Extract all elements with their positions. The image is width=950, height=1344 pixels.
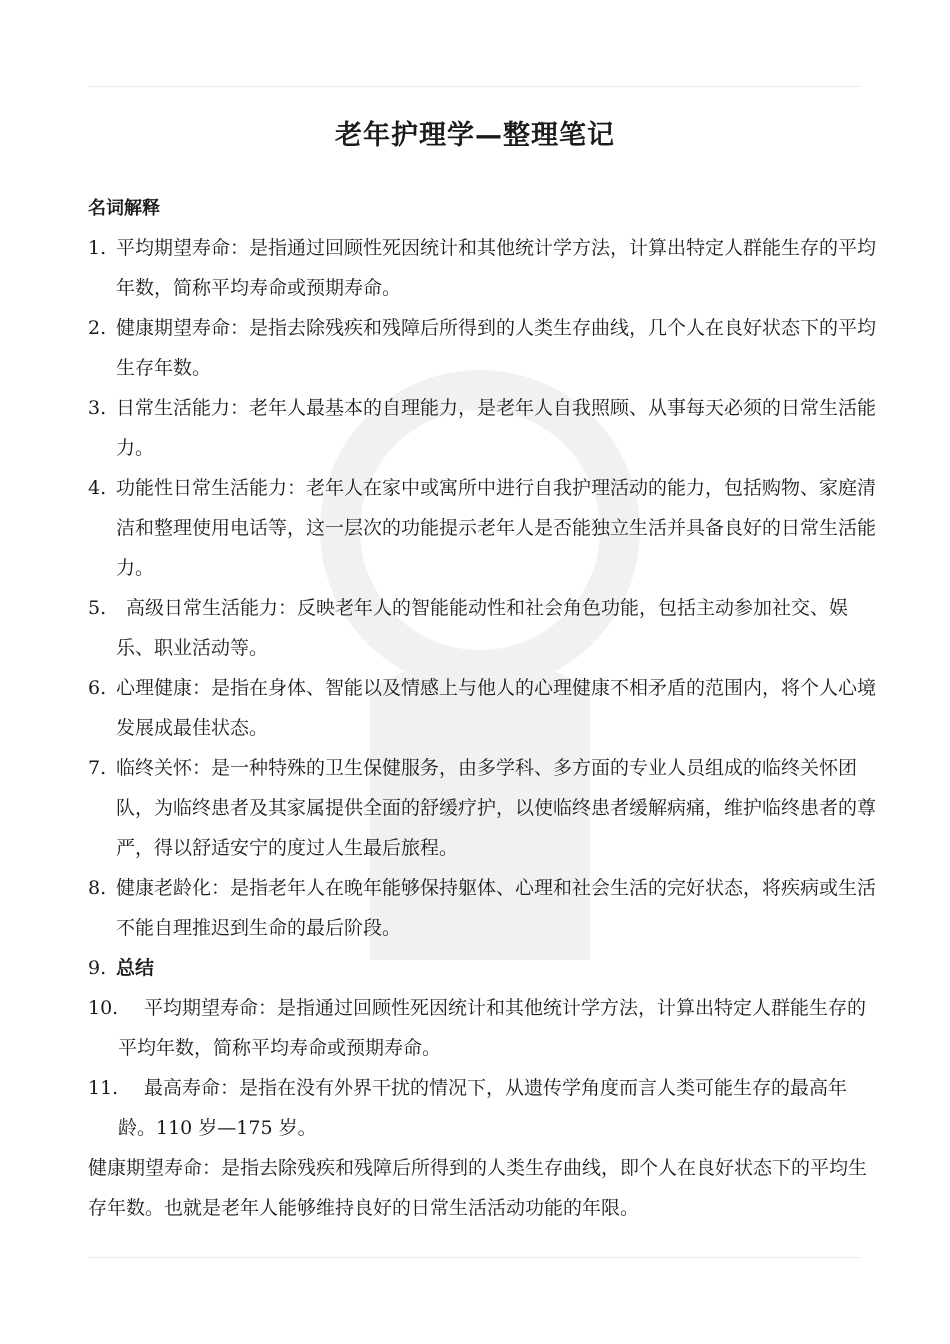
list-item [88, 388, 878, 468]
item-text: 平均期望寿命：是指通过回顾性死因统计和其他统计学方法，计算出特定人群能生存的平均年数，简称平均寿命或预期寿命。 [118, 997, 867, 1059]
item-number: 10. [88, 997, 119, 1019]
list-item [88, 308, 878, 388]
item-text: 最高寿命：是指在没有外界干扰的情况下，从遗传学角度而言人类可能生存的最高年龄。110 岁—175 岁。 [118, 1077, 848, 1139]
item-text: 功能性日常生活能力：老年人在家中或寓所中进行自我护理活动的能力，包括购物、家庭清洁和整理使用电话等，这一层次的功能提示老年人是否能独立生活并具备良好的日常生活能力。 [116, 477, 877, 579]
item-text: 健康老龄化：是指老年人在晚年能够保持躯体、心理和社会生活的完好状态，将疾病或生活不能自理推迟到生命的最后阶段。 [116, 877, 877, 939]
item-text: 高级日常生活能力：反映老年人的智能能动性和社会角色功能，包括主动参加社交、娱乐、职业活动等。 [116, 597, 849, 659]
list-item [88, 988, 878, 1068]
summary-heading: 总结 [116, 957, 155, 979]
item-number: 9. [88, 957, 107, 979]
item-text: 心理健康：是指在身体、智能以及情感上与他人的心理健康不相矛盾的范围内，将个人心境发展成最佳状态。 [116, 677, 877, 739]
item-number: 7. [88, 757, 107, 779]
item-number: 6. [88, 677, 107, 699]
item-text: 平均期望寿命：是指通过回顾性死因统计和其他统计学方法，计算出特定人群能生存的平均年数，简称平均寿命或预期寿命。 [116, 237, 877, 299]
item-number: 11. [88, 1077, 119, 1099]
list-item [88, 868, 878, 948]
item-number: 5. [88, 597, 107, 619]
list-item [88, 228, 878, 308]
page-title: 老年护理学—整理笔记 [335, 120, 615, 151]
definition-list [88, 228, 878, 1148]
summary-paragraph: 健康期望寿命：是指去除残疾和残障后所得到的人类生存曲线，即个人在良好状态下的平均生存年数。也就是老年人能够维持良好的日常生活活动功能的年限。 [88, 1157, 868, 1219]
document-body [88, 193, 878, 1228]
item-text: 日常生活能力：老年人最基本的自理能力，是老年人自我照顾、从事每天必须的日常生活能力。 [116, 397, 877, 459]
item-number: 3. [88, 397, 107, 419]
list-item [88, 588, 878, 668]
top-rule [88, 86, 862, 87]
list-item [88, 1068, 878, 1148]
item-text: 健康期望寿命：是指去除残疾和残障后所得到的人类生存曲线，几个人在良好状态下的平均生存年数。 [116, 317, 877, 379]
bottom-rule [88, 1257, 862, 1258]
list-item [88, 748, 878, 868]
item-number: 2. [88, 317, 107, 339]
item-text: 临终关怀：是一种特殊的卫生保健服务，由多学科、多方面的专业人员组成的临终关怀团队，为临终患者及其家属提供全面的舒缓疗护，以使临终患者缓解病痛，维护临终患者的尊严，得以舒适安宁的度过人生最后旅程。 [116, 757, 877, 859]
item-number: 8. [88, 877, 107, 899]
item-number: 4. [88, 477, 107, 499]
list-item [88, 468, 878, 588]
list-item [88, 948, 878, 988]
section-heading: 名词解释 [88, 198, 160, 219]
list-item [88, 668, 878, 748]
item-number: 1. [88, 237, 107, 259]
